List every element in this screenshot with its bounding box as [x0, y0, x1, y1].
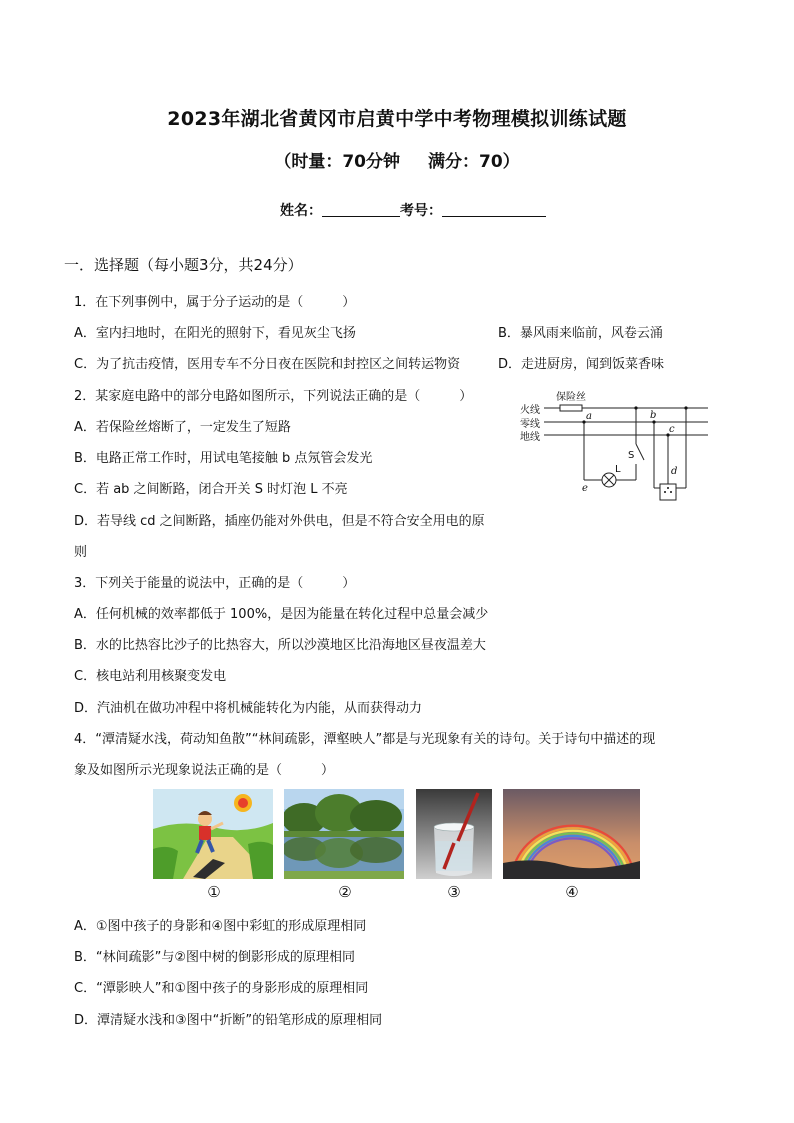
question-2-stem: 2．某家庭电路中的部分电路如图所示，下列说法正确的是（ ） [74, 389, 473, 404]
point-b-label: b [650, 410, 657, 421]
question-1-stem: 1．在下列事例中，属于分子运动的是（ ） [74, 295, 356, 310]
exam-title: 2023年湖北省黄冈市启黄中学中考物理模拟训练试题 [167, 108, 627, 130]
q3-option-d: D．汽油机在做功冲程中将机械能转化为内能，从而获得动力 [74, 701, 423, 716]
point-c-label: c [669, 424, 675, 435]
q1-option-c: C．为了抗击疫情，医用专车不分日夜在医院和封控区之间转运物资 [74, 357, 461, 372]
picture-1-label: ① [207, 883, 221, 901]
q4-option-b: B．“林间疏影”与②图中树的倒影形成的原理相同 [74, 950, 356, 965]
switch-label: S [628, 450, 635, 461]
q3-option-a: A．任何机械的效率都低于 100%，是因为能量在转化过程中总量会减少 [74, 607, 489, 622]
picture-3-pencil-in-glass [416, 789, 492, 879]
score-label: 满分：70） [428, 152, 520, 172]
picture-2-label: ② [338, 883, 352, 901]
section-title: 一．选择题（每小题3分，共24分） [64, 256, 303, 274]
q4-option-d: D．潭清疑水浅和③图中“折断”的铅笔形成的原理相同 [74, 1013, 383, 1028]
live-wire-label: 火线 [520, 405, 540, 416]
neutral-wire-label: 零线 [520, 419, 540, 430]
q3-option-c: C．核电站利用核聚变发电 [74, 669, 227, 684]
point-e-label: e [582, 483, 588, 494]
q4-option-a: A．①图中孩子的身影和④图中彩虹的形成原理相同 [74, 919, 367, 934]
name-label: 姓名： [280, 203, 322, 219]
q2-option-b: B．电路正常工作时，用试电笔接触 b 点氖管会发光 [74, 451, 373, 466]
q2-option-a: A．若保险丝熔断了，一定发生了短路 [74, 420, 291, 435]
fuse-label: 保险丝 [556, 392, 586, 403]
exam-no-label: 考号： [400, 203, 442, 219]
q1-option-a: A．室内扫地时，在阳光的照射下，看见灰尘飞扬 [74, 326, 356, 341]
fuse-icon [560, 405, 582, 411]
q4-option-c: C．“潭影映人”和①图中孩子的身影形成的原理相同 [74, 981, 369, 996]
socket-icon [660, 484, 676, 500]
q2-option-d-cont: 则 [74, 545, 88, 560]
q1-option-d: D．走进厨房，闻到饭菜香味 [498, 357, 665, 372]
exam-subtitle [0, 147, 794, 172]
ground-wire-label: 地线 [520, 432, 540, 443]
q2-option-d: D．若导线 cd 之间断路，插座仍能对外供电，但是不符合安全用电的原 [74, 514, 485, 529]
picture-3-label: ③ [447, 883, 461, 901]
student-info-line [280, 200, 546, 220]
exam-no-blank[interactable] [442, 202, 546, 217]
q2-option-c: C．若 ab 之间断路，闭合开关 S 时灯泡 L 不亮 [74, 482, 348, 497]
q3-option-b: B．水的比热容比沙子的比热容大，所以沙漠地区比沿海地区昼夜温差大 [74, 638, 486, 653]
question-3-stem: 3．下列关于能量的说法中，正确的是（ ） [74, 576, 356, 591]
question-4-stem-line1: 4．“潭清疑水浅，荷动知鱼散”“林间疏影，潭壑映人”都是与光现象有关的诗句。关于诗句中描述的现 [74, 732, 656, 747]
point-d-label: d [671, 466, 678, 477]
point-a-label: a [586, 411, 592, 422]
lamp-label: L [615, 464, 621, 475]
picture-4-label: ④ [565, 883, 579, 901]
q1-option-b: B．暴风雨来临前，风卷云涌 [498, 326, 663, 341]
time-label: （时量：70分钟 [274, 152, 400, 172]
picture-4-rainbow [503, 789, 640, 879]
question-4-stem-line2: 象及如图所示光现象说法正确的是（ ） [74, 763, 335, 778]
picture-2-tree-reflection [284, 789, 404, 879]
name-blank[interactable] [322, 202, 400, 217]
household-circuit-diagram [516, 388, 712, 506]
switch-icon [636, 444, 644, 460]
picture-1-child-shadow [153, 789, 273, 879]
